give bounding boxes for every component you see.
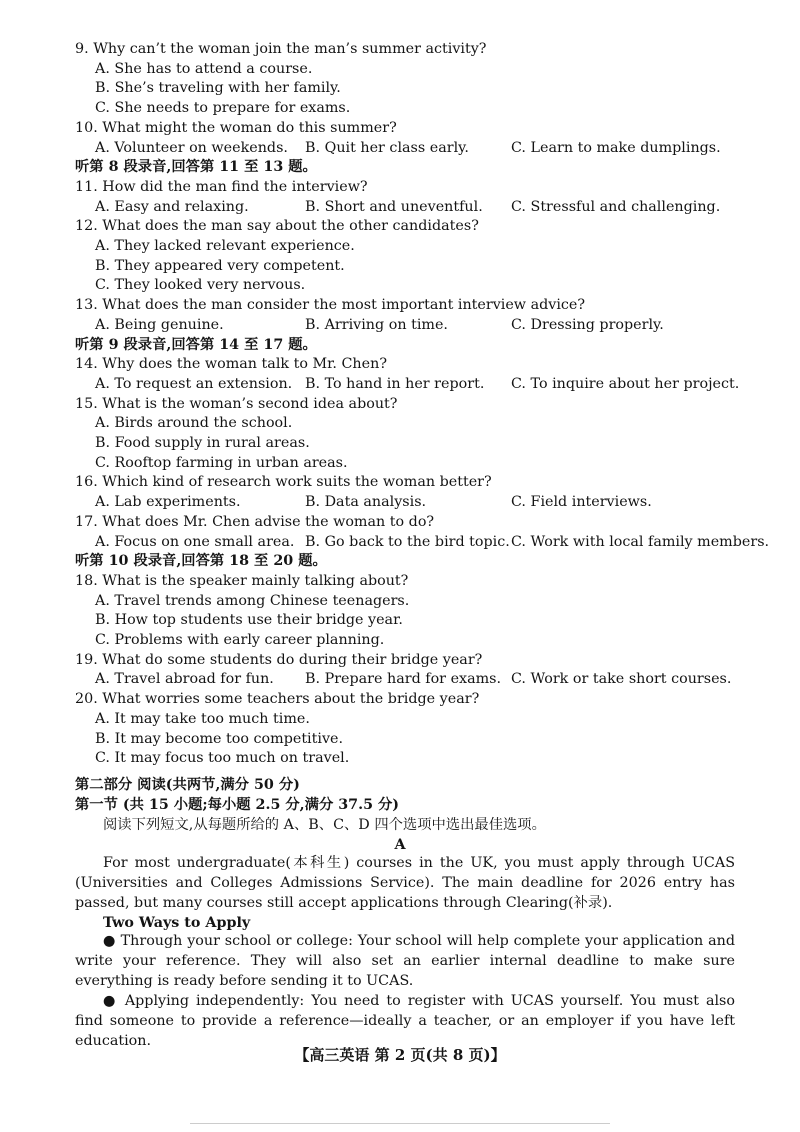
question-stem — [75, 178, 368, 196]
option-a: A. Focus on one small area. — [95, 533, 295, 550]
question-stem — [75, 355, 387, 373]
option-b: B. Food supply in rural areas. — [95, 435, 310, 451]
question-number: 17. — [75, 513, 98, 530]
option-b: B. Prepare hard for exams. — [305, 671, 502, 688]
passage-intro: For most undergraduate(本科生) courses in the UK, you must apply through UCAS (Universities and Colleges Admissions Service). The main deadline for 2026 entry has passed, but many courses still accept applications through Clearing(补录). — [75, 855, 735, 911]
section1-heading: 第一节 (共 15 小题;每小题 2.5 分,满分 37.5 分) — [75, 797, 400, 813]
option-a: A. They lacked relevant experience. — [95, 238, 355, 254]
option-c: C. Field interviews. — [511, 494, 652, 511]
option-a: A. To request an extension. — [95, 375, 293, 392]
question-number: 13. — [75, 297, 98, 314]
question-text: What is the woman’s second idea about? — [102, 395, 398, 412]
option-b: B. Quit her class early. — [305, 139, 469, 156]
question-text: Why does the woman talk to Mr. Chen? — [102, 356, 387, 373]
question-stem — [75, 40, 486, 58]
question-text: How did the man find the interview? — [102, 178, 368, 195]
section-instruction: 听第 10 段录音,回答第 18 至 20 题。 — [75, 553, 327, 570]
question-number: 18. — [75, 572, 98, 589]
option-c: C. They looked very nervous. — [95, 277, 306, 294]
option-b: B. Short and uneventful. — [305, 198, 483, 215]
question-text: What worries some teachers about the bridge year? — [102, 691, 480, 708]
question-stem — [75, 651, 482, 669]
option-b: B. Go back to the bird topic. — [305, 533, 510, 550]
question-text: What do some students do during their bridge year? — [102, 651, 483, 668]
part2-title: 第二部分 阅读(共两节,满分 50 分) — [75, 777, 300, 793]
question-text: What does Mr. Chen advise the woman to do? — [102, 513, 435, 530]
section-instruction: 听第 9 段录音,回答第 14 至 17 题。 — [75, 336, 317, 353]
question-stem — [75, 473, 492, 491]
question-number: 9. — [75, 41, 89, 57]
option-c: C. To inquire about her project. — [511, 375, 740, 392]
question-stem — [75, 572, 408, 590]
question-number: 11. — [75, 178, 98, 195]
option-b: B. Data analysis. — [305, 494, 427, 511]
option-a: A. Being genuine. — [95, 316, 224, 333]
option-a: A. Travel abroad for fun. — [95, 671, 274, 688]
option-c: C. Work with local family members. — [511, 533, 770, 550]
passage-bullet-school: ● Through your school or college: Your school will help complete your application and write your reference. They will also set an earlier internal deadline to make sure everything is ready before sending it to UCAS. — [75, 933, 735, 989]
option-a: A. Birds around the school. — [95, 415, 293, 432]
option-b: B. Arriving on time. — [305, 316, 448, 333]
option-c: C. Dressing properly. — [511, 316, 664, 333]
option-b: B. They appeared very competent. — [95, 257, 345, 274]
question-stem — [75, 513, 434, 531]
passage-letter: A — [394, 837, 406, 853]
option-c: C. Stressful and challenging. — [511, 198, 721, 215]
passage-subheading: Two Ways to Apply — [103, 915, 251, 931]
option-c: C. Rooftop farming in urban areas. — [95, 454, 348, 471]
question-text: What is the speaker mainly talking about? — [102, 572, 409, 589]
option-a: A. Volunteer on weekends. — [95, 139, 288, 156]
question-text: Which kind of research work suits the woman better? — [102, 474, 492, 491]
footer-rule — [190, 1123, 610, 1124]
option-b: B. To hand in her report. — [305, 375, 485, 392]
option-c: C. It may focus too much on travel. — [95, 750, 350, 767]
question-text: Why can’t the woman join the man’s summer activity? — [93, 41, 487, 57]
option-b: B. How top students use their bridge year. — [95, 612, 403, 629]
question-number: 14. — [75, 356, 98, 373]
option-c: C. Learn to make dumplings. — [511, 139, 721, 156]
question-stem — [75, 119, 397, 137]
section-instruction: 听第 8 段录音,回答第 11 至 13 题。 — [75, 159, 317, 176]
option-a: A. It may take too much time. — [95, 710, 310, 727]
option-b: B. It may become too competitive. — [95, 730, 344, 747]
question-text: What does the man consider the most important interview advice? — [102, 297, 586, 314]
option-a: A. She has to attend a course. — [95, 60, 313, 77]
page-footer: 【高三英语 第 2 页(共 8 页)】 — [294, 1046, 506, 1064]
passage-bullet-independent: ● Applying independently: You need to register with UCAS yourself. You must also find someone to provide a reference—ideally a teacher, or an employer if you have left education. — [75, 993, 735, 1049]
question-stem — [75, 217, 479, 235]
question-number: 16. — [75, 474, 98, 491]
question-number: 15. — [75, 395, 98, 412]
reading-instruction: 阅读下列短文,从每题所给的 A、B、C、D 四个选项中选出最佳选项。 — [103, 817, 546, 833]
option-c: C. Work or take short courses. — [511, 671, 732, 688]
option-c: C. She needs to prepare for exams. — [95, 100, 351, 117]
question-stem — [75, 296, 585, 314]
question-number: 10. — [75, 119, 98, 136]
question-stem — [75, 690, 479, 708]
question-number: 20. — [75, 691, 98, 708]
option-a: A. Easy and relaxing. — [95, 198, 249, 215]
option-a: A. Travel trends among Chinese teenagers. — [95, 592, 410, 609]
option-b: B. She’s traveling with her family. — [95, 80, 341, 97]
question-text: What does the man say about the other candidates? — [102, 218, 479, 235]
option-a: A. Lab experiments. — [95, 494, 241, 511]
question-stem — [75, 395, 397, 413]
option-c: C. Problems with early career planning. — [95, 632, 385, 648]
question-number: 12. — [75, 218, 98, 235]
question-text: What might the woman do this summer? — [102, 119, 397, 136]
question-number: 19. — [75, 651, 98, 668]
